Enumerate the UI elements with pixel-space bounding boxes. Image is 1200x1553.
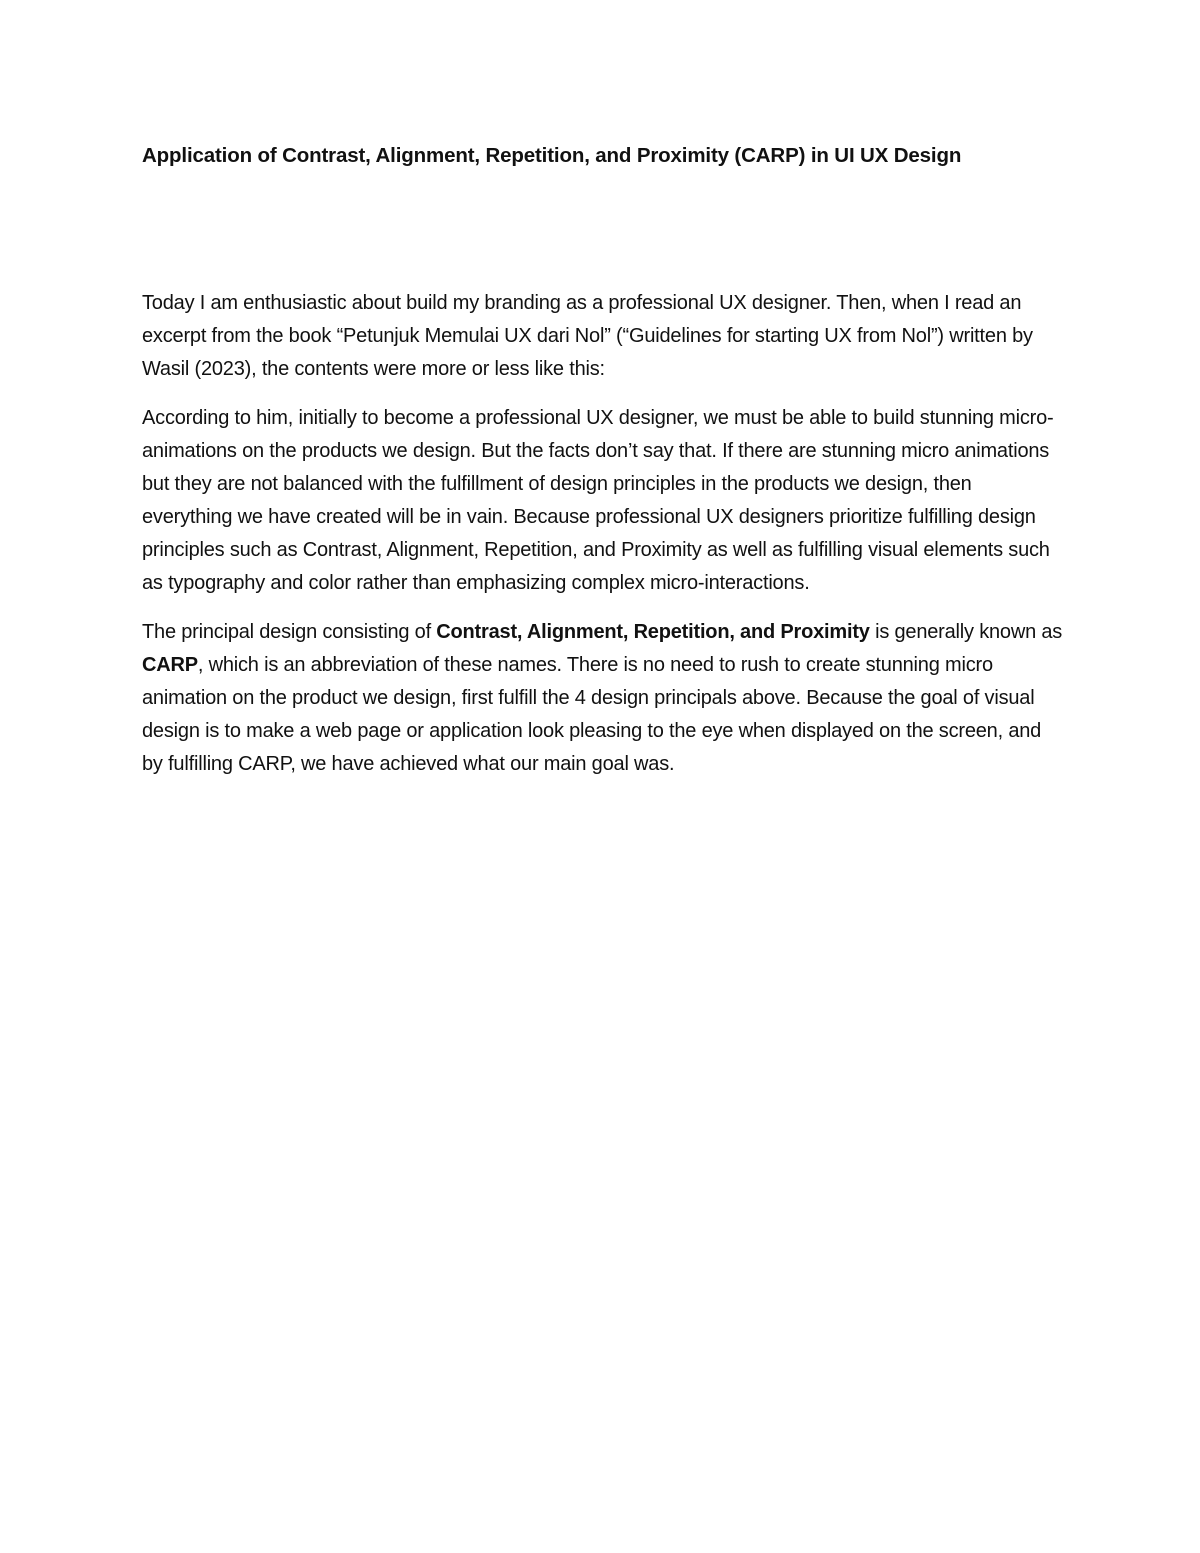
paragraph-intro: Today I am enthusiastic about build my branding as a professional UX designer. Then, when I read an excerpt from the book “Petunjuk Memulai UX dari Nol” (“Guidelines for starting UX from Nol”) written by Wasil (2023), the contents were more or less like this:: [142, 292, 1033, 380]
paragraph-carp: [142, 616, 1067, 781]
bold-principles: Contrast, Alignment, Repetition, and Proximity: [436, 621, 870, 643]
document-title: Application of Contrast, Alignment, Repetition, and Proximity (CARP) in UI UX Design: [142, 144, 962, 167]
paragraph-carp-rest: , which is an abbreviation of these names. There is no need to rush to create stunning micro animation on the product we design, first fulfill the 4 design principals above. Because the goal of visual design is to make a web page or application look pleasing to the eye when displayed on the screen, and by fulfilling CARP, we have achieved what our main goal was.: [142, 654, 1042, 775]
paragraph-excerpt: According to him, initially to become a professional UX designer, we must be able to build stunning micro-animations on the products we design. But the facts don’t say that. If there are stunning micro animations but they are not balanced with the fulfillment of design principles in the products we design, then everything we have created will be in vain. Because professional UX designers prioritize fulfilling design principles such as Contrast, Alignment, Repetition, and Proximity as well as fulfilling visual elements such as typography and color rather than emphasizing complex micro-interactions.: [142, 407, 1054, 594]
paragraph-carp-intro: The principal design consisting of: [142, 621, 437, 643]
document-body: [142, 287, 1067, 797]
paragraph-carp-middle: is generally known as: [869, 621, 1063, 643]
bold-acronym: CARP: [142, 654, 198, 676]
